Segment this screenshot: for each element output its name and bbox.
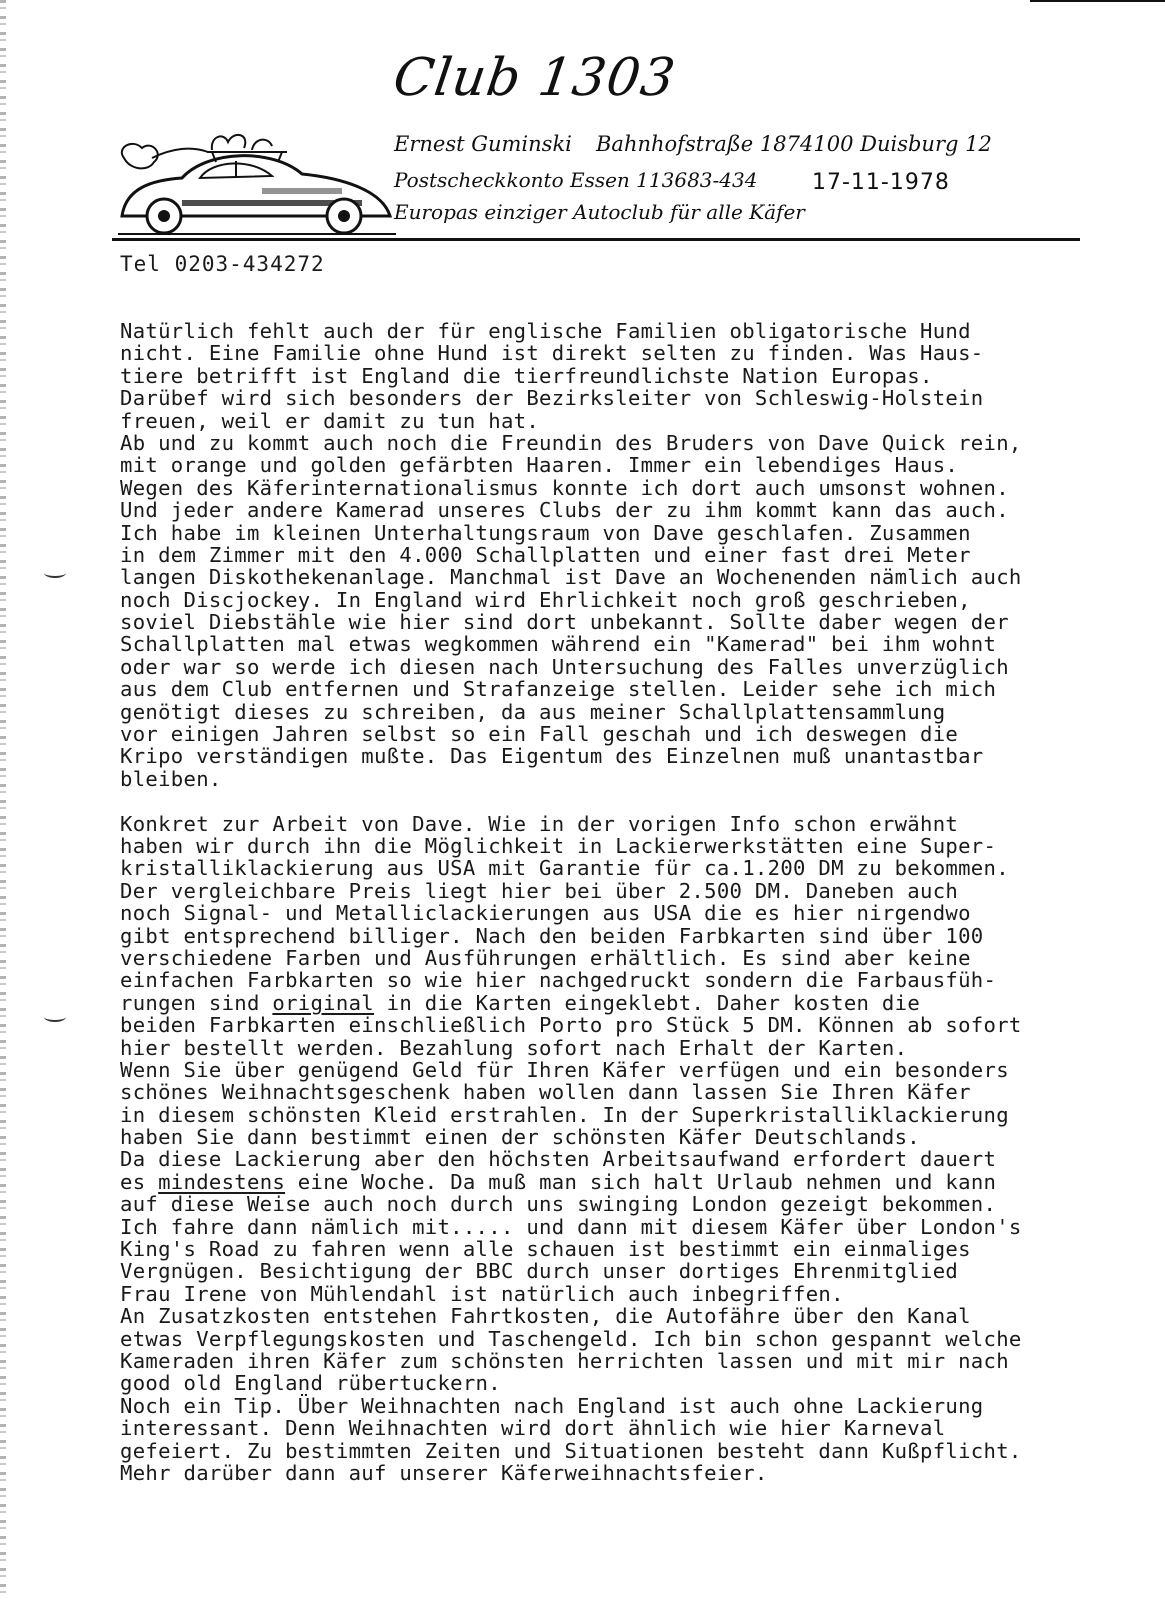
text-line: rungen sind original in die Karten eingeklebt. Daher kosten die xyxy=(120,990,921,1015)
paragraph-pets-and-house xyxy=(120,320,1110,790)
text-line: oder war so werde ich diesen nach Untersuchung des Falles unverzüglich xyxy=(120,654,1009,679)
header-divider xyxy=(112,238,1080,241)
text-line: noch Signal- und Metalliclackierungen aus USA die es hier nirgendwo xyxy=(120,901,971,926)
text-line: Darübef wird sich besonders der Bezirksleiter von Schleswig-Holstein xyxy=(120,386,984,411)
text-line: An Zusatzkosten entstehen Fahrtkosten, die Autofähre über den Kanal xyxy=(120,1304,971,1329)
text-line: in dem Zimmer mit den 4.000 Schallplatten und einer fast drei Meter xyxy=(120,542,971,567)
text-line: hier bestellt werden. Bezahlung sofort nach Erhalt der Karten. xyxy=(120,1035,908,1060)
text-line: auf diese Weise auch noch durch uns swinging London gezeigt bekommen. xyxy=(120,1192,997,1217)
text-line: verschiedene Farben und Ausführungen erhältlich. Es sind aber keine xyxy=(120,945,971,970)
text-line: genötigt dieses zu schreiben, da aus meiner Schallplattensammlung xyxy=(120,699,946,724)
text-line: kristalliklackierung aus USA mit Garantie für ca.1.200 DM zu bekommen. xyxy=(120,856,1009,881)
beetle-car-logo xyxy=(112,128,402,240)
owner-name: Ernest Guminski xyxy=(394,132,572,156)
text-line: Mehr darüber dann auf unserer Käferweihnachtsfeier. xyxy=(120,1460,768,1485)
text-line: tiere betrifft ist England die tierfreundlichste Nation Europas. xyxy=(120,363,933,388)
scan-edge xyxy=(0,0,6,1600)
city-address: 4100 Duisburg 12 xyxy=(800,132,992,156)
underlined-word: original xyxy=(272,990,374,1015)
text-line: Der vergleichbare Preis liegt hier bei über 2.500 DM. Daneben auch xyxy=(120,878,959,903)
text-line: soviel Diebstähle wie hier sind dort unbekannt. Sollte daber wegen der xyxy=(120,610,1009,635)
text-line: Kameraden ihren Käfer zum schönsten herrichten lassen und mit mir nach xyxy=(120,1348,1009,1373)
text-line: es mindestens eine Woche. Da muß man sich halt Urlaub nehmen und kann xyxy=(120,1169,997,1194)
paragraph-gap xyxy=(120,790,1110,812)
text-line: haben wir durch ihn die Möglichkeit in Lackierwerkstätten eine Super- xyxy=(120,833,997,858)
paragraph-paintwork-cont xyxy=(120,1014,1110,1171)
text-line: Konkret zur Arbeit von Dave. Wie in der vorigen Info schon erwähnt xyxy=(120,811,959,836)
text-line: langen Diskothekenanlage. Manchmal ist Dave an Wochenenden nämlich auch xyxy=(120,565,1022,590)
text-line: Und jeder andere Kamerad unseres Clubs der zu ihm kommt kann das auch. xyxy=(120,498,1009,523)
text-line: gefeiert. Zu bestimmten Zeiten und Situationen besteht dann Kußpflicht. xyxy=(120,1438,1022,1463)
club-slogan: Europas einziger Autoclub für alle Käfer xyxy=(394,200,805,224)
margin-mark xyxy=(44,1012,66,1022)
letter-date: 17-11-1978 xyxy=(812,170,950,195)
text-line: bleiben. xyxy=(120,766,222,791)
text-line: Noch ein Tip. Über Weihnachten nach England ist auch ohne Lackierung xyxy=(120,1393,984,1418)
text-line: King's Road zu fahren wenn alle schauen ist bestimmt ein einmaliges xyxy=(120,1237,971,1262)
text-line: gibt entsprechend billiger. Nach den beiden Farbkarten sind über 100 xyxy=(120,923,984,948)
letter-body xyxy=(120,320,1110,1484)
text-line: einfachen Farbkarten so wie hier nachgedruckt sondern die Farbausfüh- xyxy=(120,968,997,993)
text-line: haben Sie dann bestimmt einen der schönsten Käfer Deutschlands. xyxy=(120,1125,921,1150)
text-line: aus dem Club entfernen und Strafanzeige stellen. Leider sehe ich mich xyxy=(120,677,997,702)
text-line: vor einigen Jahren selbst so ein Fall geschah und ich deswegen die xyxy=(120,722,959,747)
club-title: Club 1303 xyxy=(389,48,680,108)
text-line: Wenn Sie über genügend Geld für Ihren Käfer verfügen und ein besonders xyxy=(120,1057,1009,1082)
text-line: good old England rübertuckern. xyxy=(120,1371,501,1396)
text-line: beiden Farbkarten einschließlich Porto pro Stück 5 DM. Können ab sofort xyxy=(120,1013,1022,1038)
text-line: Kripo verständigen mußte. Das Eigentum des Einzelnen muß unantastbar xyxy=(120,744,984,769)
text-line: Vergnügen. Besichtigung der BBC durch unser dortiges Ehrenmitglied xyxy=(120,1259,959,1284)
text-line: Frau Irene von Mühlendahl ist natürlich auch inbegriffen. xyxy=(120,1281,844,1306)
text-line: noch Discjockey. In England wird Ehrlichkeit noch groß geschrieben, xyxy=(120,587,971,612)
underlined-word: mindestens xyxy=(158,1169,286,1194)
scan-corner-mark xyxy=(1030,0,1165,2)
text-line: schönes Weihnachtsgeschenk haben wollen dann lassen Sie Ihren Käfer xyxy=(120,1080,971,1105)
margin-mark xyxy=(44,568,66,578)
text-line: in diesem schönsten Kleid erstrahlen. In der Superkristalliklackierung xyxy=(120,1102,1009,1127)
text-line: interessant. Denn Weihnachten wird dort ähnlich wie hier Karneval xyxy=(120,1416,946,1441)
text-line: Ich fahre dann nämlich mit..... und dann mit diesem Käfer über London's xyxy=(120,1214,1022,1239)
text-line: Natürlich fehlt auch der für englische Familien obligatorische Hund xyxy=(120,319,971,343)
telephone-number: Tel 0203-434272 xyxy=(120,252,325,276)
paragraph-paintwork xyxy=(120,813,1110,992)
text-line: Schallplatten mal etwas wegkommen während ein "Kamerad" bei ihm wohnt xyxy=(120,632,997,657)
text-line: mit orange und golden gefärbten Haaren. Immer ein lebendiges Haus. xyxy=(120,453,959,478)
text-line: Ab und zu kommt auch noch die Freundin des Bruders von Dave Quick rein, xyxy=(120,430,1022,455)
text-line: Ich habe im kleinen Unterhaltungsraum von Dave geschlafen. Zusammen xyxy=(120,520,971,545)
text-line: Wegen des Käferinternationalismus konnte ich dort auch umsonst wohnen. xyxy=(120,475,1009,500)
text-line: etwas Verpflegungskosten und Taschengeld. Ich bin schon gespannt welche xyxy=(120,1326,1022,1351)
text-line: Da diese Lackierung aber den höchsten Arbeitsaufwand erfordert dauert xyxy=(120,1147,997,1172)
postal-account: Postscheckkonto Essen 113683-434 xyxy=(394,168,758,192)
paragraph-trip xyxy=(120,1193,1110,1484)
text-line: nicht. Eine Familie ohne Hund ist direkt selten zu finden. Was Haus- xyxy=(120,341,984,366)
street-address: Bahnhofstraße 187 xyxy=(596,132,800,156)
text-line: freuen, weil er damit zu tun hat. xyxy=(120,408,540,433)
letterhead xyxy=(112,40,1082,250)
